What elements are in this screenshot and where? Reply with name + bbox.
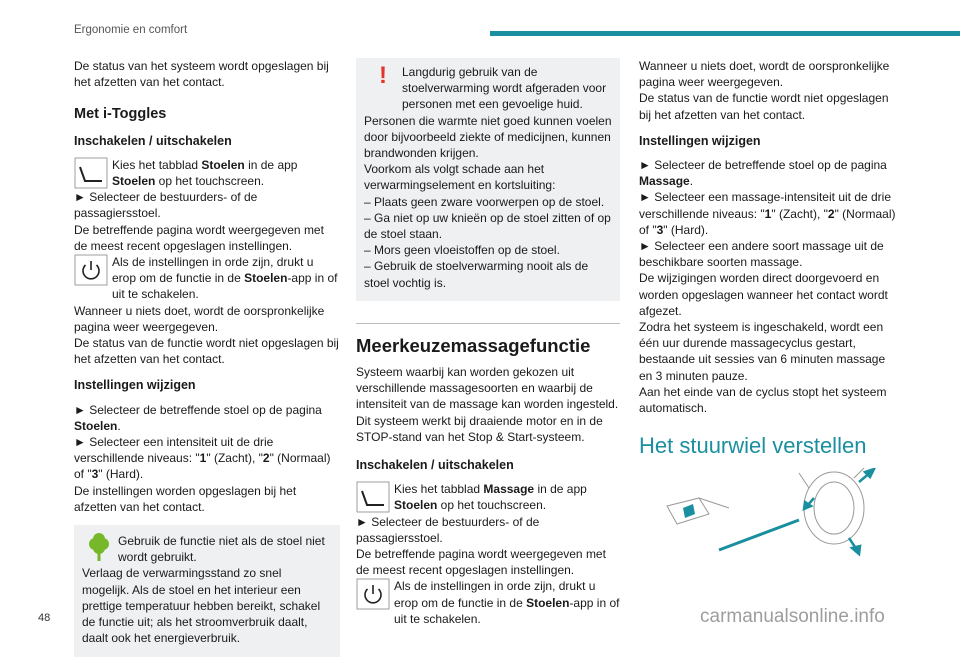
step-text: " (Hard). (98, 467, 144, 482)
step-select-seat: ► Selecteer de bestuurders- of de passagiersstoel. (74, 190, 258, 221)
step-text: in de app (244, 157, 298, 172)
eco-note-head: Gebruik de functie niet als de stoel niet wordt gebruikt. (118, 534, 325, 565)
instruction-select-tab (356, 481, 620, 513)
step-text: Als de instellingen in orde zijn, drukt u erop om de functie in de (112, 255, 314, 286)
step-text: Kies het tabblad (112, 157, 202, 172)
eco-note (74, 525, 340, 656)
step-page-shown: De betreffende pagina wordt weergegeven met de meest recent opgeslagen instellingen. (356, 547, 606, 578)
step-text: ► Selecteer een intensiteit uit de drie verschillende niveaus: " (74, 435, 274, 466)
status-not-saved-text: De status van de functie wordt niet opgeslagen bij het afzetten van het contact. (639, 91, 889, 122)
power-icon (356, 578, 390, 610)
step-text: " (Normaal) of " (74, 451, 331, 482)
step-bold: Stoelen (394, 498, 438, 513)
steering-wheel-illustration (639, 468, 879, 558)
column-2 (356, 58, 620, 627)
level-1: 1 (764, 206, 772, 221)
subheading-settings: Instellingen wijzigen (639, 133, 761, 148)
step-text: -app in of uit te schakelen. (112, 271, 338, 302)
warning-head: Langdurig gebruik van de stoelverwarming wordt afgeraden voor personen met een gevoelige huid. (402, 65, 607, 112)
level-3: 3 (656, 222, 664, 237)
heading-itoggles: Met i-Toggles (74, 106, 167, 123)
settings-step-4: De wijzigingen worden direct doorgevoerd en worden opgeslagen wanneer het contact wordt afgezet. (639, 271, 888, 318)
touch-hand-icon (356, 481, 390, 513)
warning-p1: Personen die warmte niet goed kunnen voelen door bijvoorbeeld ziekte of medicijnen, kunnen brandwonden krijgen. (364, 113, 612, 161)
instruction-press-power (74, 254, 340, 303)
watermark: carmanualsonline.info (700, 606, 885, 627)
step-text: ► Selecteer de betreffende stoel op de pagina (639, 158, 887, 173)
power-icon (74, 254, 108, 286)
page-number: 48 (38, 612, 51, 624)
massage-intro: Systeem waarbij kan worden gekozen uit verschillende massagesoorten en waarbij de intensiteit van de massage kan worden ingesteld. (356, 365, 619, 412)
step-status-not-saved: De status van de functie wordt niet opgeslagen bij het afzetten van het contact. (74, 336, 339, 367)
step-text: " (Zacht), " (206, 451, 263, 466)
warning-item: – Gebruik de stoelverwarming nooit als de stoel vochtig is. (364, 259, 589, 290)
touch-hand-icon (74, 157, 108, 189)
step-bold: Stoelen (74, 418, 118, 433)
settings-step-1 (639, 157, 901, 189)
step-text: Als de instellingen in orde zijn, drukt u erop om de functie in de (394, 579, 596, 610)
timeout-text: Wanneer u niets doet, wordt de oorspronkelijke pagina weer weergegeven. (639, 59, 890, 90)
column-1 (74, 58, 340, 657)
settings-step-2 (74, 434, 340, 483)
step-text: op het touchscreen. (437, 498, 547, 513)
massage-intro-2: Dit systeem werkt bij draaiende motor en in de STOP-stand van het Stop & Start-systeem. (356, 413, 603, 444)
instruction-press-power (356, 578, 620, 627)
warning-item: – Ga niet op uw knieën op de stoel zitten of op de stoel staan. (364, 210, 611, 242)
step-text: " (Hard). (663, 222, 709, 237)
step-text: in de app (534, 482, 587, 497)
step-text: ► Selecteer een massage-intensiteit uit de drie verschillende niveaus: " (639, 190, 892, 221)
heading-massage: Meerkeuzemassagefunctie (356, 323, 620, 354)
level-2: 2 (262, 451, 270, 466)
subheading-onoff: Inschakelen / uitschakelen (356, 458, 514, 473)
header-section-title: Ergonomie en comfort (74, 24, 188, 36)
step-select-seat: ► Selecteer de bestuurders- of de passagiersstoel. (356, 514, 540, 545)
step-text: -app in of uit te schakelen. (394, 595, 620, 626)
level-3: 3 (91, 467, 99, 482)
step-bold: Massage (639, 174, 690, 189)
step-bold: Massage (483, 482, 535, 497)
warning-item: – Plaats geen zware voorwerpen op de stoel. (364, 194, 605, 209)
settings-step-6: Aan het einde van de cyclus stopt het systeem automatisch. (639, 384, 887, 416)
level-2: 2 (827, 206, 835, 221)
step-bold: Stoelen (112, 174, 156, 189)
settings-step-3: De instellingen worden opgeslagen bij het afzetten van het contact. (74, 483, 297, 514)
step-page-shown: De betreffende pagina wordt weergegeven met de meest recent opgeslagen instellingen. (74, 222, 324, 253)
step-text: op het touchscreen. (155, 174, 265, 189)
eco-note-body: Verlaag de verwarmingsstand zo snel mogelijk. Als de stoel en het interieur een prettige temperatuur hebben bereikt, schakel de functie uit; als het stroomverbruik daalt, daalt ook het energieverbruik. (82, 566, 321, 646)
subheading-settings: Instellingen wijzigen (74, 378, 196, 393)
step-text: ► Selecteer de betreffende stoel op de pagina (74, 402, 322, 417)
step-bold: Stoelen (244, 271, 288, 286)
step-bold: Stoelen (526, 595, 570, 610)
header-accent-bar (490, 31, 960, 36)
warning-box (356, 58, 620, 301)
heading-steering-wheel: Het stuurwiel verstellen (639, 433, 867, 459)
warning-item: – Mors geen vloeistoffen op de stoel. (364, 243, 560, 258)
step-text: Kies het tabblad (394, 482, 484, 497)
step-bold: Stoelen (201, 157, 245, 172)
step-text: . (689, 174, 694, 189)
step-text: " (Normaal) of " (639, 206, 896, 237)
eco-tree-icon (82, 533, 118, 563)
settings-step-3: ► Selecteer een andere soort massage uit de beschikbare soorten massage. (639, 239, 884, 270)
column-3 (639, 58, 901, 562)
step-timeout: Wanneer u niets doet, wordt de oorspronkelijke pagina weer weergegeven. (74, 303, 325, 334)
warning-icon: ! (379, 62, 387, 89)
intro-text: De status van het systeem wordt opgeslagen bij het afzetten van het contact. (74, 59, 329, 90)
subheading-onoff: Inschakelen / uitschakelen (74, 133, 232, 148)
instruction-select-tab (74, 157, 340, 189)
settings-step-2 (639, 189, 901, 238)
settings-step-1 (74, 402, 340, 434)
warning-p2: Voorkom als volgt schade aan het verwarmingselement en kortsluiting: (364, 162, 556, 193)
step-text: " (Zacht), " (771, 206, 828, 221)
step-text: . (117, 418, 121, 433)
settings-step-5: Zodra het systeem is ingeschakeld, wordt een één uur durende massagecyclus gestart, bestaande uit sessies van 6 minuten massage en 3 minuten pauze. (639, 320, 886, 383)
level-1: 1 (199, 451, 207, 466)
